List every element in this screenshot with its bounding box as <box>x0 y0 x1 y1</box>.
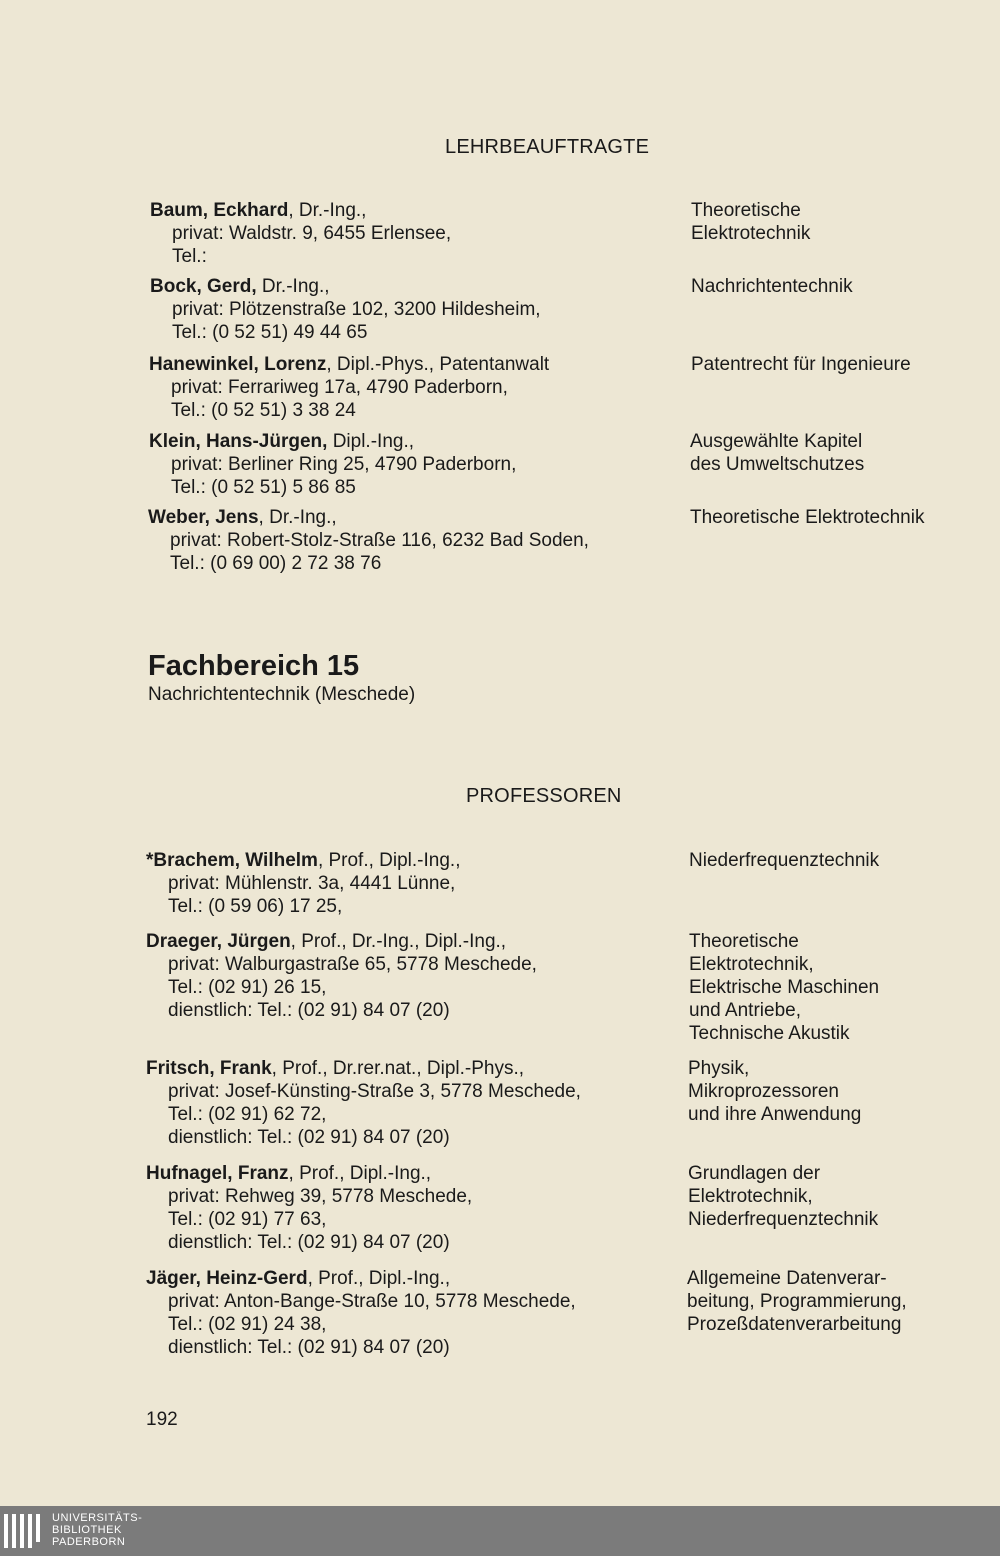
subject-line: und ihre Anwendung <box>688 1104 862 1125</box>
section-heading-lehrbeauftragte: LEHRBEAUFTRAGTE <box>445 136 650 158</box>
address-line: privat: Waldstr. 9, 6455 Erlensee, <box>172 223 452 244</box>
phone-line: Tel.: (02 91) 24 38, <box>168 1314 327 1335</box>
subject-line: Mikroprozessoren <box>688 1081 839 1102</box>
subject-line: Allgemeine Datenverar- <box>687 1268 887 1289</box>
subject-line: Technische Akustik <box>689 1023 850 1044</box>
person-name: Fritsch, Frank <box>146 1058 272 1079</box>
address-line: privat: Josef-Künsting-Straße 3, 5778 Meschede, <box>168 1081 581 1102</box>
phone-line: Tel.: (02 91) 26 15, <box>168 977 327 998</box>
address-line: privat: Plötzenstraße 102, 3200 Hildesheim, <box>172 299 541 320</box>
person-title: , Dr.-Ing., <box>258 507 337 528</box>
phone-line: Tel.: (0 52 51) 49 44 65 <box>172 322 368 343</box>
phone-line: Tel.: (0 69 00) 2 72 38 76 <box>170 553 382 574</box>
subject-line: Niederfrequenztechnik <box>688 1209 879 1230</box>
person-name: Hanewinkel, Lorenz <box>149 354 327 375</box>
person-name: Hufnagel, Franz <box>146 1163 289 1184</box>
subject-line: Grundlagen der <box>688 1163 821 1184</box>
person-name: Klein, Hans-Jürgen, <box>149 431 328 452</box>
person-title: , Dr.-Ing., <box>288 200 367 221</box>
library-name-line: PADERBORN <box>52 1536 126 1548</box>
subject-line: Nachrichtentechnik <box>691 276 853 297</box>
office-phone-line: dienstlich: Tel.: (02 91) 84 07 (20) <box>168 1232 450 1253</box>
fachbereich-title: Fachbereich 15 <box>148 650 360 682</box>
person-name: *Brachem, Wilhelm <box>146 850 318 871</box>
subject-line: Prozeßdatenverarbeitung <box>687 1314 902 1335</box>
subject-line: Elektrotechnik <box>691 223 811 244</box>
subject-line: Theoretische Elektrotechnik <box>690 507 925 528</box>
library-name <box>52 1512 142 1548</box>
phone-line: Tel.: <box>172 246 207 267</box>
subject-line: Theoretische <box>689 931 799 952</box>
person-name: Bock, Gerd, <box>150 276 257 297</box>
library-footer-bar <box>0 1506 1000 1556</box>
address-line: privat: Robert-Stolz-Straße 116, 6232 Bad Soden, <box>170 530 589 551</box>
person-name: Draeger, Jürgen <box>146 931 291 952</box>
person-title: , Prof., Dipl.-Ing., <box>288 1163 432 1184</box>
person-name: Jäger, Heinz-Gerd <box>146 1268 308 1289</box>
phone-line: Tel.: (0 52 51) 5 86 85 <box>171 477 356 498</box>
address-line: privat: Walburgastraße 65, 5778 Meschede, <box>168 954 537 975</box>
library-logo-icon <box>4 1514 44 1548</box>
address-line: privat: Ferrariweg 17a, 4790 Paderborn, <box>171 377 508 398</box>
address-line: privat: Mühlenstr. 3a, 4441 Lünne, <box>168 873 456 894</box>
subject-line: Elektrische Maschinen <box>689 977 880 998</box>
page-number: 192 <box>146 1409 178 1430</box>
subject-line: und Antriebe, <box>689 1000 801 1021</box>
library-name-line: BIBLIOTHEK <box>52 1524 122 1536</box>
person-name: Weber, Jens <box>148 507 259 528</box>
subject-line: Elektrotechnik, <box>689 954 814 975</box>
office-phone-line: dienstlich: Tel.: (02 91) 84 07 (20) <box>168 1127 450 1148</box>
office-phone-line: dienstlich: Tel.: (02 91) 84 07 (20) <box>168 1000 450 1021</box>
library-name-line: UNIVERSITÄTS- <box>52 1512 143 1524</box>
subject-line: Physik, <box>688 1058 750 1079</box>
person-title: , Prof., Dipl.-Ing., <box>307 1268 451 1289</box>
subject-line: Patentrecht für Ingenieure <box>691 354 911 375</box>
phone-line: Tel.: (02 91) 77 63, <box>168 1209 327 1230</box>
subject-line: Niederfrequenztechnik <box>689 850 880 871</box>
phone-line: Tel.: (0 52 51) 3 38 24 <box>171 400 356 421</box>
person-name: Baum, Eckhard <box>150 200 289 221</box>
address-line: privat: Berliner Ring 25, 4790 Paderborn, <box>171 454 517 475</box>
subject-line: Elektrotechnik, <box>688 1186 813 1207</box>
phone-line: Tel.: (0 59 06) 17 25, <box>168 896 343 917</box>
person-title: Dipl.-Ing., <box>327 431 415 452</box>
person-title: , Dipl.-Phys., Patentanwalt <box>326 354 550 375</box>
subject-line: des Umweltschutzes <box>690 454 865 475</box>
subject-line: Theoretische <box>691 200 801 221</box>
subject-line: Ausgewählte Kapitel <box>690 431 863 452</box>
phone-line: Tel.: (02 91) 62 72, <box>168 1104 327 1125</box>
person-title: Dr.-Ing., <box>256 276 330 297</box>
person-title: , Prof., Dr.-Ing., Dipl.-Ing., <box>290 931 507 952</box>
address-line: privat: Rehweg 39, 5778 Meschede, <box>168 1186 473 1207</box>
person-title: , Prof., Dr.rer.nat., Dipl.-Phys., <box>271 1058 525 1079</box>
person-title: , Prof., Dipl.-Ing., <box>317 850 461 871</box>
office-phone-line: dienstlich: Tel.: (02 91) 84 07 (20) <box>168 1337 450 1358</box>
fachbereich-subtitle: Nachrichtentechnik (Meschede) <box>148 684 416 705</box>
address-line: privat: Anton-Bange-Straße 10, 5778 Meschede, <box>168 1291 576 1312</box>
section-heading-professoren: PROFESSOREN <box>466 785 622 807</box>
subject-line: beitung, Programmierung, <box>687 1291 907 1312</box>
